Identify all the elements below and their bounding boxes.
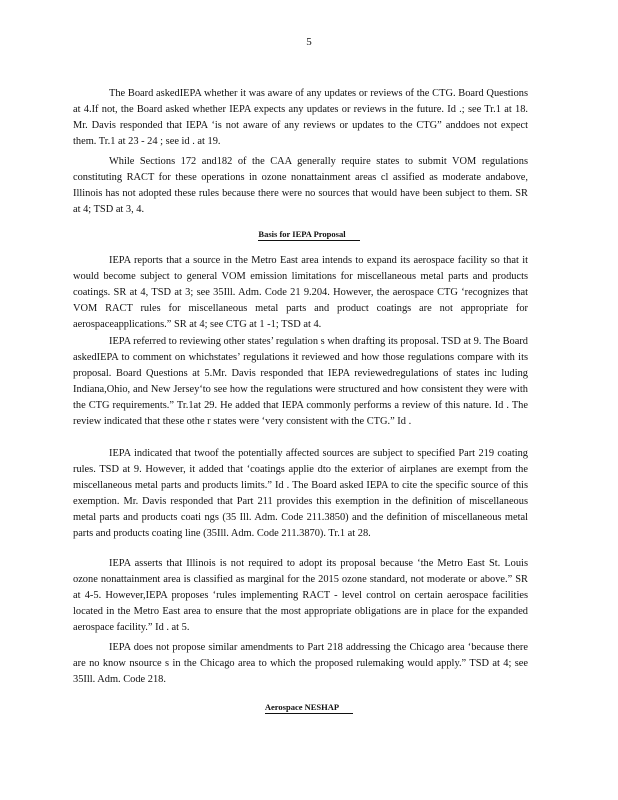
paragraph-metro-east-source: IEPA reports that a source in the Metro East area intends to expand its aerospace facility so that it would become subject to general VOM emission limitations for miscellaneous metal parts and products coatings. SR at 4, TSD at 3; see 35Ill. Adm. Code 21 9.204. However, the aerospace CTG ‘recognizes that VOM RACT rules for miscellaneous metal parts and product coatings are not appropriate for aerospaceapplications.” SR at 4; see CTG at 1 -1; TSD at 4. bbox=[73, 255, 528, 330]
page-number: 5 bbox=[306, 36, 312, 48]
paragraph-part-219: IEPA indicated that twoof the potentially affected sources are subject to specified Part 219 coating rules. TSD at 9. However, it added that ‘coatings applie dto the exterior of airplanes are exempt from the miscellaneous metal parts and products limits.” Id . The Board asked IEPA to cite the specific source of this exemption. Mr. Davis responded that Part 211 provides this exemption in the definition of miscellaneous metal parts and products coati ngs (35 Ill. Adm. Code 211.3850) and the definition of miscellaneous metal parts and products coating line (35Ill. Adm. Code 211.3870). Tr.1 at 28. bbox=[73, 448, 528, 539]
section-heading-neshap: Aerospace NESHAP bbox=[0, 699, 618, 715]
paragraph-caa-sections: While Sections 172 and182 of the CAA generally require states to submit VOM regulations constituting RACT for these operations in ozone nonattainment areas cl assified as moderate andabove, Illinois has not adopted these rules because there were no sources that would have been subject to them. SR at 4; TSD at 3, 4. bbox=[73, 156, 528, 215]
paragraph-ctg-updates: The Board askedIEPA whether it was aware of any updates or reviews of the CTG. Board Questions at 4.If not, the Board asked whether IEPA expects any updates or reviews in the future. Id .; see Tr.1 at 18. Mr. Davis responded that IEPA ‘is not aware of any reviews or updates to the CTG” anddoes not expect them. Tr.1 at 23 - 24 ; see id . at 19. bbox=[73, 88, 528, 147]
paragraph-part-218: IEPA does not propose similar amendments to Part 218 addressing the Chicago area ‘because there are no know nsource s in the Chicago area to which the proposed rulemaking would apply.” TSD at 4; see 35Ill. Adm. Code 218. bbox=[73, 642, 528, 685]
paragraph-other-states: IEPA referred to reviewing other states’ regulation s when drafting its proposal. TSD at 9. The Board askedIEPA to comment on whichstates’ regulations it reviewed and how those regulations compare with its proposal. Board Questions at 5.Mr. Davis responded that IEPA reviewedregulations of states inc luding Indiana,Ohio, and New Jersey‘to see how the regulations were structured and how consistent they were with the CTG requirements.” Tr.1at 29. He added that IEPA commonly performs a review of this nature. Id . The review indicated that these othe r states were ‘very consistent with the CTG.” Id . bbox=[73, 336, 528, 427]
section-heading-basis: Basis for IEPA Proposal bbox=[0, 226, 618, 242]
paragraph-marginal-classification: IEPA asserts that Illinois is not required to adopt its proposal because ‘the Metro East St. Louis ozone nonattainment area is classified as marginal for the 2015 ozone standard, not moderate or above.” SR at 4-5. However,IEPA proposes ‘rules implementing RACT - level control on certain aerospace facilities located in the Metro East area to ensure that the most appropriate obligations are in place for the expanded aerospace facility.” Id . at 5. bbox=[73, 558, 528, 633]
